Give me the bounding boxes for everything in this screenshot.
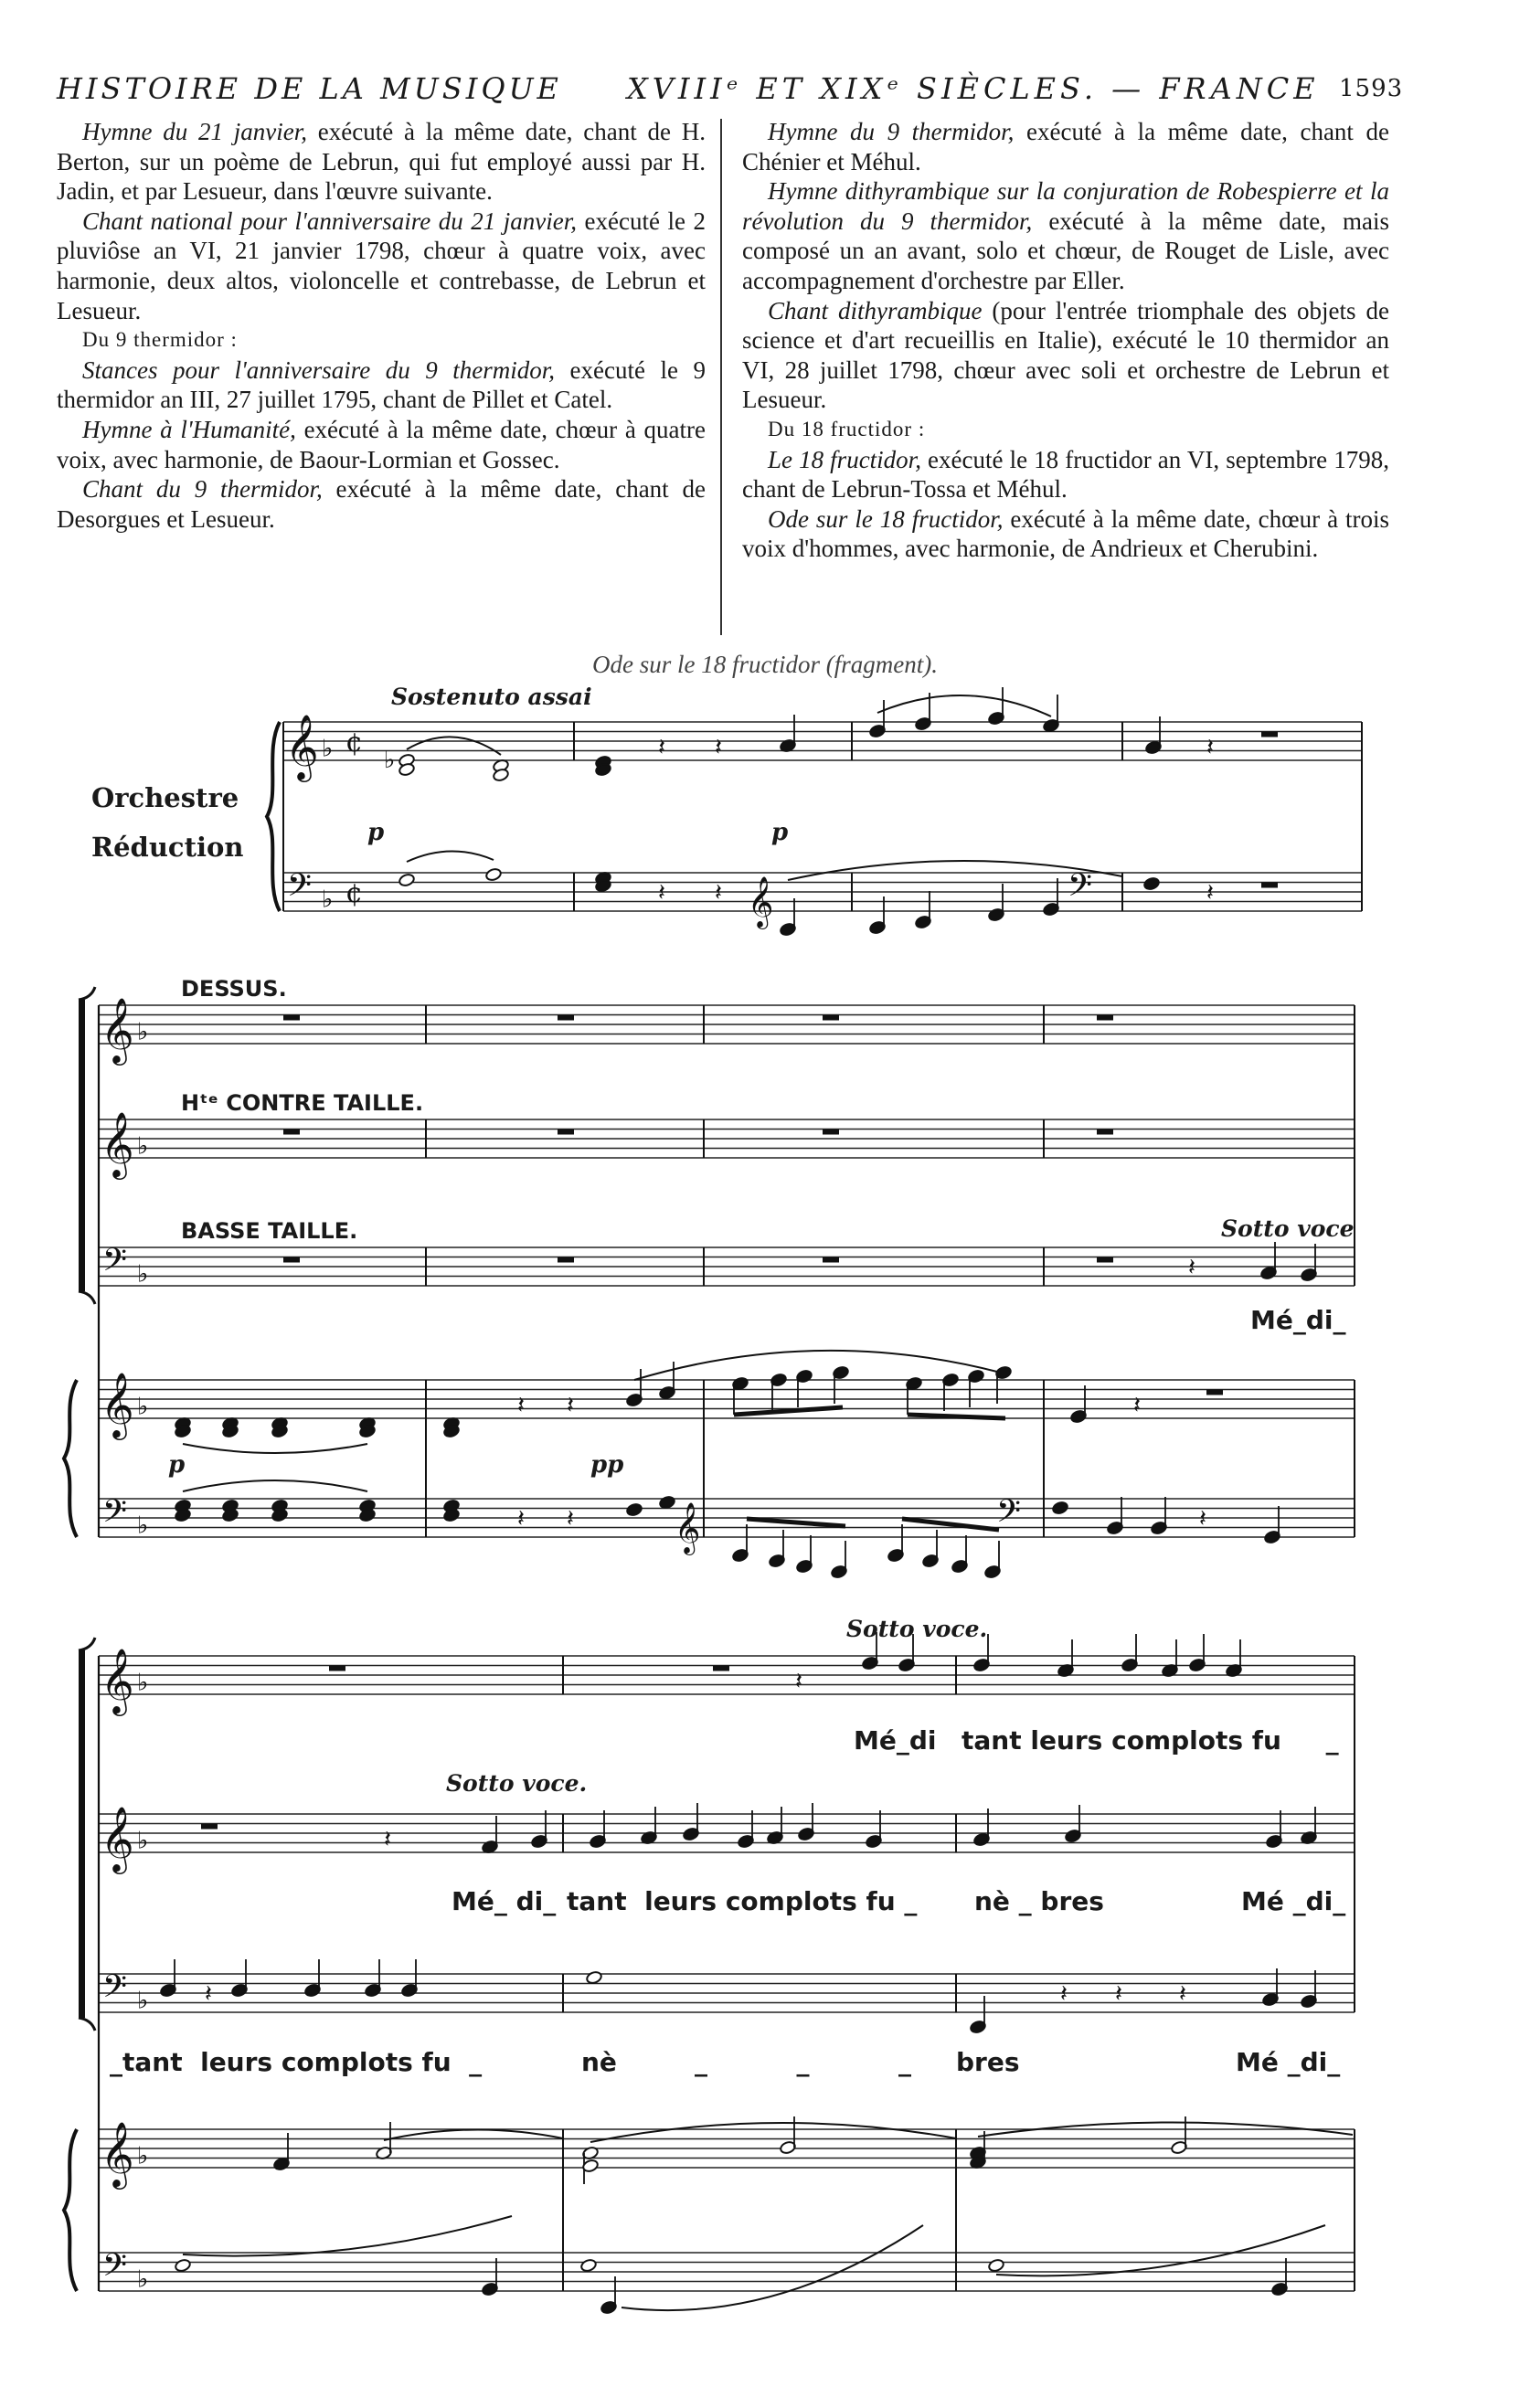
- entry-title: Chant national pour l'anniversaire du 21 janvier,: [82, 207, 578, 235]
- sotto-voce-haute-contre: Sotto voce.: [446, 1770, 588, 1797]
- note-head: [1143, 876, 1161, 891]
- quarter-rest-icon: 𝄽: [517, 1505, 525, 1533]
- dynamic-p-3: p: [168, 1451, 186, 1479]
- quarter-rest-icon: 𝄽: [1115, 1980, 1122, 2008]
- treble-clef-icon: 𝄞: [675, 1502, 701, 1554]
- bass-clef-icon: 𝄢: [287, 866, 313, 911]
- lyric-basse-c: _ _ _: [695, 2047, 911, 2077]
- note-head: [586, 1970, 603, 1985]
- lyric-basse-d: bres: [956, 2047, 1020, 2077]
- section-heading: Du 18 fructidor :: [768, 417, 926, 440]
- treble-clef-icon: 𝄞: [285, 713, 319, 780]
- flat-icon: ♭: [137, 1669, 149, 1697]
- flat-icon: ♭: [137, 1827, 149, 1855]
- slur: [622, 2225, 923, 2310]
- whole-rest: [1261, 883, 1278, 888]
- note-head: [988, 2258, 1005, 2273]
- entry-text: exécuté à la même date, chant de H. Berton, sur un poème de Lebrun, qui fut employé aussi par H. Jadin, et par Lesueur, dans l'œuvre suivante.: [57, 118, 706, 206]
- note-head: [1052, 1501, 1069, 1515]
- entry-text: (pour l'entrée triomphale des objets de science et d'art recueillis en Italie), exécuté le 10 thermidor an VI, 28 juillet 1798, chœur avec soli et orchestre de Lebrun et Lesueur.: [742, 296, 1389, 414]
- running-header-left: HISTOIRE DE LA MUSIQUE: [57, 71, 562, 106]
- whole-rest: [823, 1130, 839, 1135]
- lyric-hc-b: tant leurs complots fu _: [567, 1886, 918, 1916]
- quarter-rest-icon: 𝄽: [517, 1392, 525, 1419]
- beam: [747, 1519, 845, 1526]
- bass-clef-icon: 𝄢: [1068, 866, 1093, 911]
- section-heading: Du 9 thermidor :: [82, 328, 238, 352]
- entry-title: Hymne du 21 janvier,: [82, 118, 308, 145]
- lyric-basse-a: _tant leurs complots fu _: [110, 2047, 483, 2077]
- slur: [407, 851, 494, 862]
- quarter-rest-icon: 𝄽: [1179, 1980, 1186, 2008]
- orchestra-label: Orchestre: [91, 782, 239, 813]
- lyric-hc-d: Mé _di_: [1241, 1886, 1346, 1916]
- flat-icon: ♭: [137, 2265, 149, 2294]
- entry-title: Chant dithyrambique: [768, 296, 983, 324]
- quarter-rest-icon: 𝄽: [1133, 1392, 1141, 1419]
- entry-title: Ode sur le 18 fructidor,: [768, 504, 1004, 533]
- flat-icon: ♭: [384, 747, 396, 774]
- bass-clef-icon: 𝄢: [102, 1968, 128, 2012]
- lyric-dessus-b: tant leurs complots fu _: [962, 1725, 1339, 1756]
- lyric-dessus-a: Mé_di: [854, 1725, 937, 1756]
- whole-rest: [713, 1666, 729, 1671]
- note-head: [659, 1495, 676, 1510]
- flat-icon: ♭: [137, 1018, 149, 1046]
- flat-icon: ♭: [322, 735, 334, 763]
- quarter-rest-icon: 𝄽: [567, 1392, 574, 1419]
- note-head: [175, 2258, 192, 2273]
- lyric-basse-b: nè: [581, 2047, 617, 2077]
- entry-text: exécuté à la même date, chœur à quatre voix, avec harmonie, de Baour-Lormian et Gossec.: [57, 415, 706, 473]
- system-bracket: [79, 1650, 85, 2018]
- quarter-rest-icon: 𝄽: [205, 1980, 212, 2008]
- flat-icon: ♭: [322, 886, 334, 914]
- whole-rest: [1097, 1257, 1113, 1263]
- whole-rest: [1206, 1390, 1223, 1395]
- quarter-rest-icon: 𝄽: [658, 879, 665, 907]
- flat-icon: ♭: [137, 2142, 149, 2170]
- quarter-rest-icon: 𝄽: [1206, 879, 1214, 907]
- entry-text: exécuté le 18 fructidor an VI, septembre 1798, chant de Lebrun-Tossa et Méhul.: [742, 445, 1389, 504]
- lyric-hc-a: Mé_ di_: [452, 1886, 557, 1916]
- time-signature: ¢: [345, 877, 364, 909]
- quarter-rest-icon: 𝄽: [1188, 1254, 1195, 1281]
- dynamic-p-2: p: [771, 819, 789, 846]
- bass-clef-icon: 𝄢: [996, 1492, 1022, 1537]
- quarter-rest-icon: 𝄽: [658, 734, 665, 761]
- whole-rest: [558, 1257, 574, 1263]
- reduction-label: Réduction: [91, 832, 244, 863]
- bass-clef-icon: 𝄢: [102, 1492, 128, 1537]
- slur: [877, 695, 1051, 716]
- entry-title: Hymne du 9 thermidor,: [768, 118, 1015, 145]
- whole-rest: [1097, 1130, 1113, 1135]
- whole-rest: [283, 1130, 300, 1135]
- bracket-hook: [79, 987, 95, 1000]
- quarter-rest-icon: 𝄽: [715, 879, 722, 907]
- voice-label-basse: BASSE TAILLE.: [181, 1218, 358, 1244]
- treble-clef-icon: 𝄞: [101, 1805, 134, 1872]
- treble-clef-icon: 𝄞: [101, 996, 134, 1063]
- flat-icon: ♭: [137, 1132, 149, 1161]
- entry-title: Stances pour l'anniversaire du 9 thermidor,: [82, 355, 556, 384]
- treble-clef-icon: 𝄞: [101, 1647, 134, 1713]
- entry-text: exécuté à la même date, mais composé un an avant, solo et chœur, de Rouget de Lisle, avec accompagnement d'orchestre par Eller.: [742, 207, 1389, 294]
- entry-text: exécuté le 2 pluviôse an VI, 21 janvier 1798, chœur à quatre voix, avec harmonie, deux altos, violoncelle et contrebasse, de Lebrun et Lesueur.: [57, 207, 706, 324]
- whole-rest: [823, 1015, 839, 1021]
- treble-clef-icon: 𝄞: [101, 1110, 134, 1177]
- sotto-voce-dessus: Sotto voce.: [846, 1616, 988, 1642]
- brace: [64, 2129, 77, 2291]
- lyric-basse-sys2: Mé_di_: [1250, 1305, 1346, 1335]
- bass-clef-icon: 𝄢: [102, 1241, 128, 1286]
- note-head: [398, 873, 416, 887]
- score-caption: Ode sur le 18 fructidor (fragment).: [592, 651, 938, 678]
- quarter-rest-icon: 𝄽: [1199, 1505, 1206, 1533]
- whole-rest: [1261, 732, 1278, 737]
- quarter-rest-icon: 𝄽: [567, 1505, 574, 1533]
- note-head: [580, 2258, 598, 2273]
- note-head: [485, 867, 503, 882]
- whole-rest: [1097, 1015, 1113, 1021]
- page-number: 1593: [1339, 75, 1404, 102]
- flat-icon: ♭: [137, 1512, 149, 1540]
- entry-title: Chant du 9 thermidor,: [82, 475, 323, 504]
- voice-label-haute-contre: Hᵗᵉ CONTRE TAILLE.: [181, 1090, 424, 1116]
- quarter-rest-icon: 𝄽: [1206, 734, 1214, 761]
- whole-rest: [558, 1015, 574, 1021]
- whole-rest: [283, 1257, 300, 1263]
- quarter-rest-icon: 𝄽: [1060, 1980, 1068, 2008]
- entry-title: Hymne dithyrambique sur la conjuration de Robespierre et la révolution du 9 thermidor,: [742, 177, 1389, 235]
- brace: [267, 722, 280, 911]
- bracket-hook: [79, 1291, 95, 1304]
- entry-text: exécuté à la même date, chant de Desorgues et Lesueur.: [57, 475, 706, 533]
- voice-label-dessus: DESSUS.: [181, 976, 287, 1002]
- treble-clef-icon: 𝄞: [101, 1371, 134, 1437]
- treble-clef-icon: 𝄞: [748, 876, 774, 928]
- slur: [996, 2225, 1325, 2275]
- quarter-rest-icon: 𝄽: [715, 734, 722, 761]
- dynamic-p-1: p: [367, 819, 385, 846]
- lyric-basse-e: Mé _di_: [1236, 2047, 1341, 2077]
- flat-icon: ♭: [137, 1987, 149, 2015]
- entry-text: exécuté à la même date, chant de Chénier et Méhul.: [742, 118, 1389, 175]
- running-header-right: XVIIIᵉ ET XIXᵉ SIÈCLES. — FRANCE: [627, 71, 1320, 106]
- whole-rest: [283, 1015, 300, 1021]
- bracket-hook: [79, 2018, 95, 2031]
- flat-icon: ♭: [137, 1260, 149, 1289]
- whole-rest: [823, 1257, 839, 1263]
- flat-icon: ♭: [137, 1393, 149, 1421]
- bracket-hook: [79, 1638, 95, 1650]
- whole-rest: [329, 1666, 345, 1671]
- entry-title: Hymne à l'Humanité,: [82, 415, 296, 443]
- brace: [64, 1380, 77, 1537]
- quarter-rest-icon: 𝄽: [795, 1668, 802, 1695]
- slur: [183, 2216, 512, 2256]
- quarter-rest-icon: 𝄽: [384, 1826, 391, 1853]
- note-head: [626, 1502, 643, 1517]
- system-bracket: [79, 1000, 85, 1291]
- sotto-voce-basse-sys2: Sotto voce: [1221, 1215, 1355, 1242]
- entry-text: exécuté le 9 thermidor an III, 27 juillet 1795, chant de Pillet et Catel.: [57, 355, 706, 414]
- tempo-marking: Sostenuto assai: [391, 684, 592, 710]
- slur: [407, 737, 501, 755]
- lyric-hc-c: nè _ bres: [974, 1886, 1104, 1916]
- whole-rest: [201, 1824, 218, 1830]
- entry-text: exécuté à la même date, chœur à trois voix d'hommes, avec harmonie, de Andrieux et Cherubini.: [742, 504, 1389, 563]
- slur: [183, 1444, 367, 1453]
- slur: [634, 1351, 1001, 1380]
- treble-clef-icon: 𝄞: [101, 2120, 134, 2187]
- slur: [183, 1480, 367, 1491]
- entry-title: Le 18 fructidor,: [768, 445, 921, 473]
- whole-rest: [558, 1130, 574, 1135]
- bass-clef-icon: 𝄢: [102, 2246, 128, 2291]
- dynamic-pp: pp: [590, 1451, 624, 1479]
- time-signature: ¢: [345, 727, 364, 758]
